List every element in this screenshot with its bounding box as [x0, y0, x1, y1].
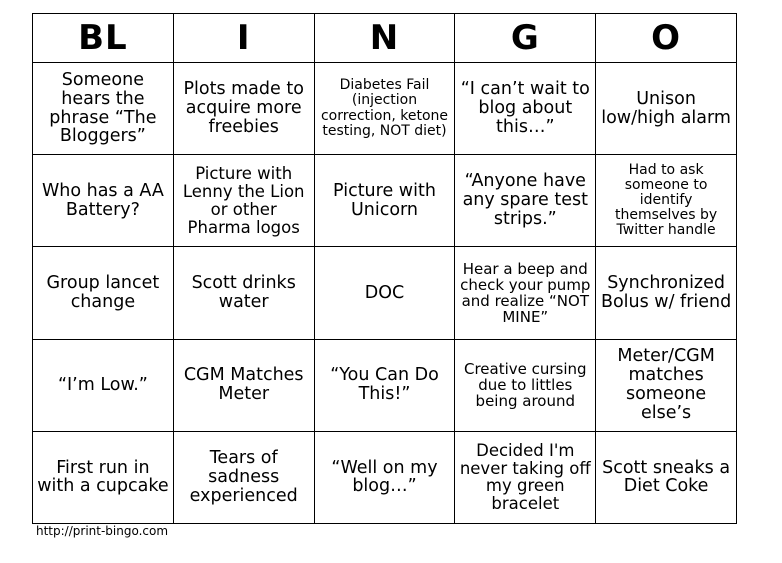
bingo-cell [33, 63, 174, 155]
cell-text: Who has a AA Battery? [41, 180, 164, 220]
cell-text: Tears of sadness experienced [189, 448, 298, 506]
bingo-cell [596, 247, 737, 339]
bingo-cell [315, 247, 456, 339]
cell-text: Group lancet change [46, 273, 160, 312]
bingo-cell [596, 340, 737, 432]
cell-text: Picture with Unicorn [333, 180, 436, 220]
bingo-cell [315, 432, 456, 524]
cell-text: Someone hears the phrase “The Bloggers” [49, 69, 157, 147]
cell-text: Scott sneaks a Diet Coke [602, 457, 731, 497]
cell-text: Creative cursing due to littles being around [463, 359, 587, 411]
cell-text: Unison low/high alarm [601, 88, 731, 128]
bingo-cell [596, 63, 737, 155]
bingo-cell [174, 340, 315, 432]
header-o: O [596, 14, 737, 63]
bingo-board [32, 13, 737, 524]
cell-text: “Well on my blog…” [331, 457, 438, 497]
cell-text: Synchronized Bolus w/ friend [600, 273, 732, 312]
cell-text: Decided I'm never taking off my green bracelet [459, 440, 591, 514]
bingo-cell [596, 155, 737, 247]
header-n: N [315, 14, 456, 63]
bingo-cell [315, 340, 456, 432]
bingo-cell [455, 63, 596, 155]
cell-text: Had to ask someone to identify themselves by Twitter handle [614, 162, 718, 239]
cell-text: “Anyone have any spare test strips.” [462, 171, 588, 230]
cell-text: “You Can Do This!” [330, 365, 439, 405]
cell-text: DOC [364, 282, 405, 303]
cell-text: “I can’t wait to blog about this…” [460, 79, 590, 138]
bingo-cell [455, 247, 596, 339]
footer-url: http://print-bingo.com [36, 524, 169, 538]
bingo-cell [174, 155, 315, 247]
bingo-cell [174, 247, 315, 339]
cell-text: First run in with a cupcake [37, 457, 169, 497]
bingo-cell [596, 432, 737, 524]
header-i: I [174, 14, 315, 63]
header-bl: BL [33, 14, 174, 63]
bingo-cell [455, 155, 596, 247]
bingo-cell [33, 155, 174, 247]
cell-text: Meter/CGM matches someone else’s [617, 346, 715, 424]
bingo-cell [455, 340, 596, 432]
cell-text: Hear a beep and check your pump and realize “NOT MINE” [460, 259, 591, 327]
cell-text: Plots made to acquire more freebies [183, 79, 304, 138]
cell-text: Scott drinks water [191, 273, 296, 312]
bingo-cell [33, 340, 174, 432]
header-g: G [455, 14, 596, 63]
cell-text: CGM Matches Meter [183, 365, 304, 405]
bingo-cell [174, 432, 315, 524]
bingo-cell [174, 63, 315, 155]
bingo-cell [315, 63, 456, 155]
bingo-cell [33, 247, 174, 339]
bingo-cell [315, 155, 456, 247]
cell-text: Picture with Lenny the Lion or other Pharma logos [182, 164, 305, 237]
cell-text: “I’m Low.” [57, 374, 148, 395]
bingo-cell [455, 432, 596, 524]
cell-text: Diabetes Fail (injection correction, ketone testing, NOT diet) [320, 77, 448, 139]
bingo-cell [33, 432, 174, 524]
